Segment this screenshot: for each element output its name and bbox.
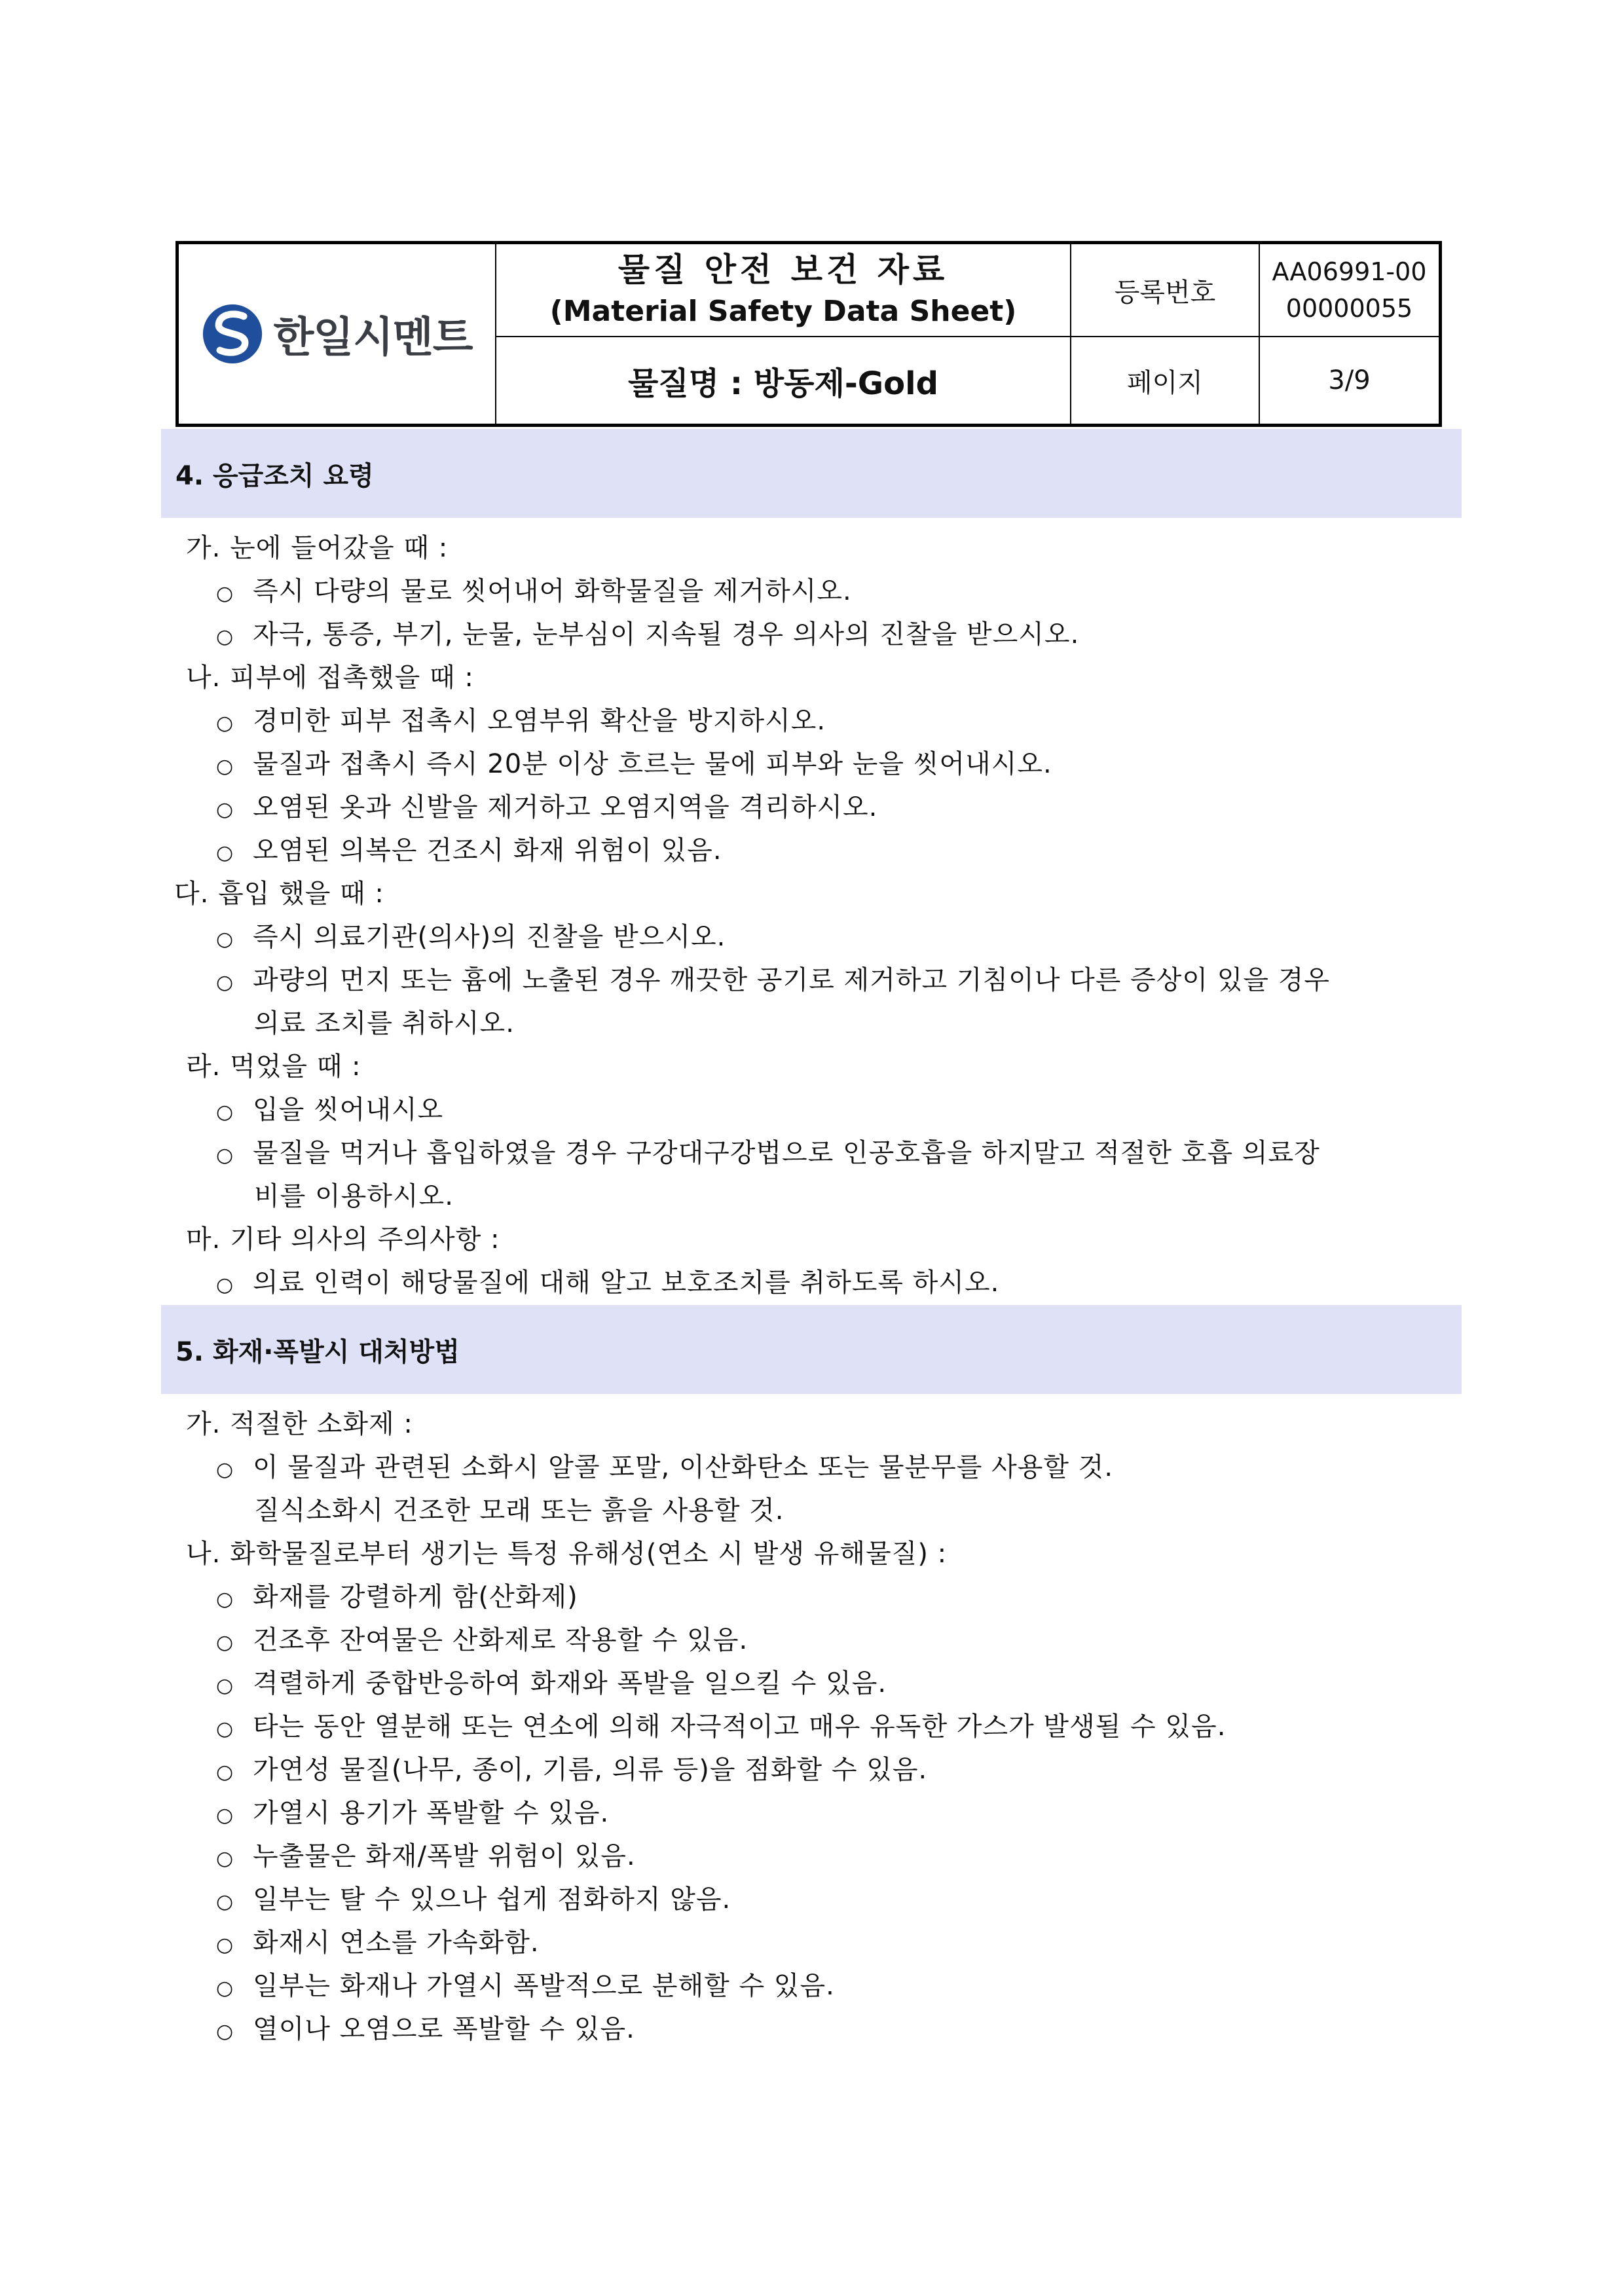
bullet-icon: ○: [216, 1847, 234, 1870]
list-item: ○ 자극, 통증, 부기, 눈물, 눈부심이 지속될 경우 의사의 진찰을 받으시오.: [216, 619, 1080, 650]
bullet-icon: ○: [216, 798, 234, 821]
bullet-icon: ○: [216, 1890, 234, 1913]
bullet-icon: ○: [216, 582, 234, 605]
list-item: ○ 건조후 잔여물은 산화제로 작용할 수 있음.: [216, 1625, 748, 1655]
list-item: ○ 즉시 의료기관(의사)의 진찰을 받으시오.: [216, 922, 726, 952]
list-item: ○ 타는 동안 열분해 또는 연소에 의해 자극적이고 매우 유독한 가스가 발생될 수 있음.: [216, 1712, 1227, 1742]
bullet-icon: ○: [216, 1977, 234, 2000]
list-item-continuation: 비를 이용하시오.: [254, 1181, 454, 1211]
list-item: ○ 과량의 먼지 또는 흄에 노출된 경우 깨끗한 공기로 제거하고 기침이나 다른 증상이 있을 경우: [216, 965, 1330, 995]
section-5-item-a: 가. 적절한 소화제 :: [186, 1409, 413, 1439]
bullet-icon: ○: [216, 625, 234, 648]
list-item-continuation: 의료 조치를 취하시오.: [254, 1008, 515, 1038]
list-item: ○ 누출물은 화재/폭발 위험이 있음.: [216, 1841, 636, 1871]
list-item: ○ 격렬하게 중합반응하여 화재와 폭발을 일으킬 수 있음.: [216, 1668, 887, 1698]
bullet-icon: ○: [216, 928, 234, 951]
list-item: ○ 오염된 의복은 건조시 화재 위험이 있음.: [216, 835, 722, 866]
title-korean: 물질 안전 보건 자료: [618, 251, 949, 289]
list-item: ○ 열이나 오염으로 폭발할 수 있음.: [216, 2014, 635, 2044]
list-item: ○ 일부는 화재나 가열시 폭발적으로 분해할 수 있음.: [216, 1971, 835, 2001]
registration-number: [1260, 244, 1439, 336]
bullet-icon: ○: [216, 841, 234, 864]
bullet-icon: ○: [216, 1274, 234, 1296]
bullet-icon: ○: [216, 2020, 234, 2043]
bullet-icon: ○: [216, 755, 234, 778]
registration-number-line-1: AA06991-00: [1272, 257, 1427, 286]
list-item: ○ 화재를 강렬하게 함(산화제): [216, 1582, 578, 1612]
section-4-heading: 4. 응급조치 요령: [161, 429, 1462, 518]
header-table: [175, 241, 1442, 427]
list-item: ○ 물질을 먹거나 흡입하였을 경우 구강대구강법으로 인공호흡을 하지말고 적절한 호흡 의료장: [216, 1138, 1320, 1168]
company-logo: [201, 303, 472, 365]
section-4-item-d: 라. 먹었을 때 :: [186, 1052, 361, 1082]
logo-cell: [179, 244, 495, 424]
bullet-icon: ○: [216, 1144, 234, 1167]
title-english: (Material Safety Data Sheet): [549, 295, 1017, 328]
bullet-icon: ○: [216, 1631, 234, 1654]
bullet-icon: ○: [216, 1101, 234, 1124]
list-item: ○ 가연성 물질(나무, 종이, 기름, 의류 등)을 점화할 수 있음.: [216, 1755, 928, 1785]
list-item: ○ 일부는 탈 수 있으나 쉽게 점화하지 않음.: [216, 1884, 731, 1915]
list-item: ○ 이 물질과 관련된 소화시 알콜 포말, 이산화탄소 또는 물분무를 사용할 것.: [216, 1452, 1114, 1482]
bullet-icon: ○: [216, 1674, 234, 1697]
product-name: 물질명 : 방동제-Gold: [628, 365, 938, 402]
bullet-icon: ○: [216, 712, 234, 735]
company-logo-text: 한일시멘트: [273, 314, 473, 362]
bullet-icon: ○: [216, 1761, 234, 1784]
list-item: ○ 즉시 다량의 물로 씻어내어 화학물질을 제거하시오.: [216, 576, 852, 606]
list-item: ○ 가열시 용기가 폭발할 수 있음.: [216, 1798, 610, 1828]
document-title: [496, 244, 1070, 336]
list-item: ○ 경미한 피부 접촉시 오염부위 확산을 방지하시오.: [216, 706, 826, 736]
list-item: ○ 입을 씻어내시오: [216, 1095, 444, 1125]
list-item: ○ 물질과 접촉시 즉시 20분 이상 흐르는 물에 피부와 눈을 씻어내시오.: [216, 749, 1052, 779]
bullet-icon: ○: [216, 971, 234, 994]
list-item: ○ 오염된 옷과 신발을 제거하고 오염지역을 격리하시오.: [216, 792, 878, 822]
section-4-item-a: 가. 눈에 들어갔을 때 :: [186, 533, 449, 563]
list-item: ○ 화재시 연소를 가속화함.: [216, 1928, 540, 1958]
section-5-item-b: 나. 화학물질로부터 생기는 특정 유해성(연소 시 발생 유해물질) :: [186, 1539, 948, 1569]
bullet-icon: ○: [216, 1588, 234, 1611]
registration-label: 등록번호: [1114, 277, 1216, 308]
bullet-icon: ○: [216, 1717, 234, 1740]
section-4-item-e: 마. 기타 의사의 주의사항 :: [186, 1224, 500, 1255]
section-4-item-b: 나. 피부에 접촉했을 때 :: [186, 663, 474, 693]
section-5-heading: 5. 화재·폭발시 대처방법: [161, 1305, 1462, 1394]
list-item-continuation: 질식소화시 건조한 모래 또는 흙을 사용할 것.: [254, 1496, 784, 1526]
bullet-icon: ○: [216, 1804, 234, 1827]
page-number: 3/9: [1328, 365, 1371, 395]
registration-number-line-2: 00000055: [1285, 294, 1413, 323]
bullet-icon: ○: [216, 1934, 234, 1956]
section-4-item-c: 다. 흡입 했을 때 :: [174, 879, 384, 909]
page-label: 페이지: [1127, 367, 1203, 398]
company-logo-icon: [201, 303, 264, 365]
bullet-icon: ○: [216, 1458, 234, 1481]
list-item: ○ 의료 인력이 해당물질에 대해 알고 보호조치를 취하도록 하시오.: [216, 1268, 1000, 1298]
